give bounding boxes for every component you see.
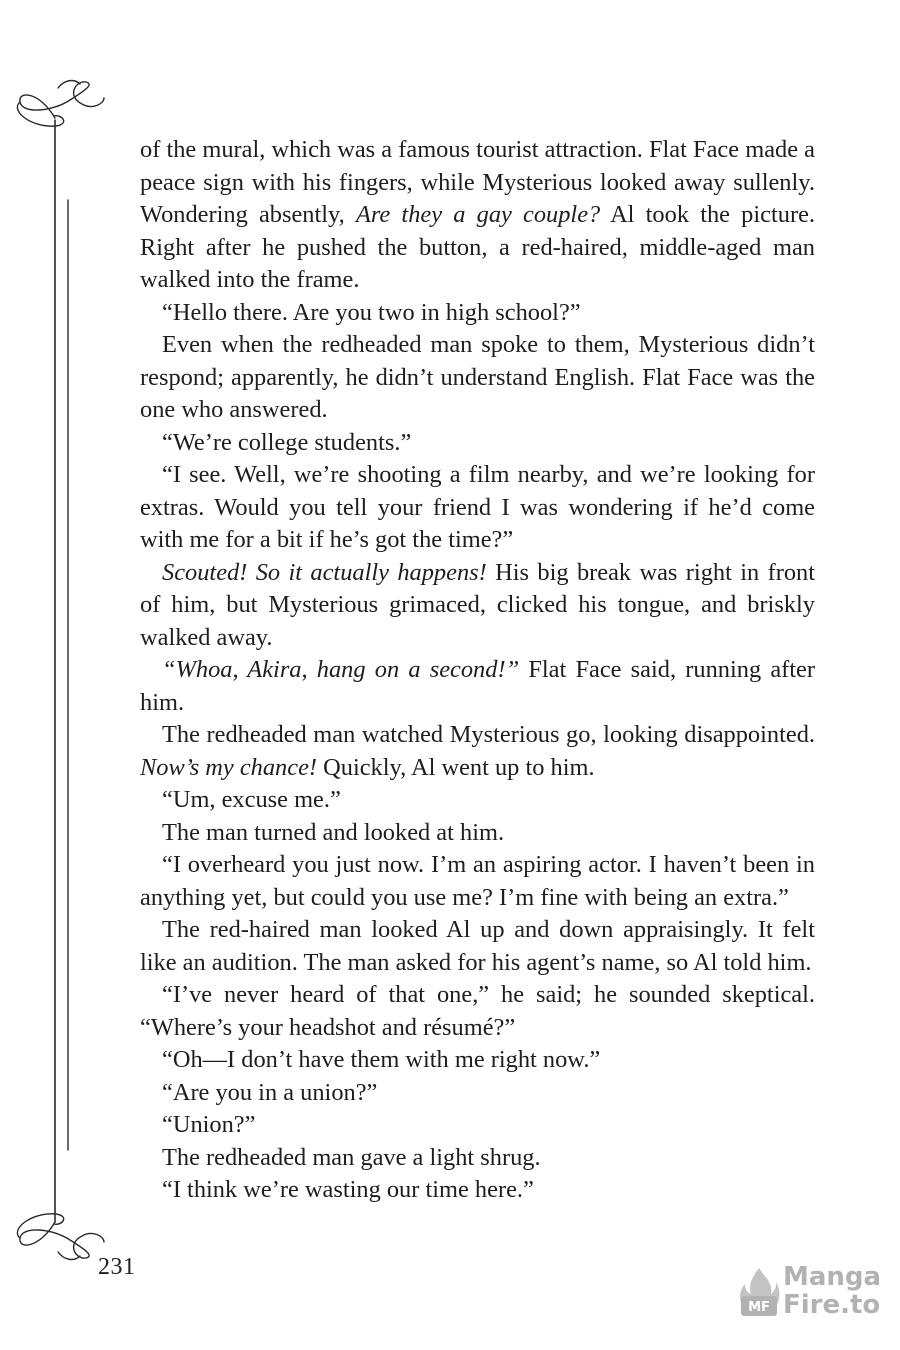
text-run: “Hello there. Are you two in high school?” <box>162 298 581 326</box>
paragraph <box>140 719 815 784</box>
paragraph <box>140 1174 815 1207</box>
text-run: “I’ve never heard of that one,” he said; he sounded skeptical. “Where’s your headshot and résumé?” <box>140 981 815 1041</box>
watermark-badge: MF <box>748 1300 770 1315</box>
paragraph <box>140 297 815 330</box>
paragraph <box>140 979 815 1044</box>
page-number: 231 <box>98 1254 136 1280</box>
paragraph <box>140 1109 815 1142</box>
text-run: “I see. Well, we’re shooting a film nearby, and we’re looking for extras. Would you tell your friend I was wondering if he’d come with me for a bit if he’s got the time?” <box>140 461 815 553</box>
paragraph <box>140 427 815 460</box>
flame-logo-icon <box>735 1266 783 1318</box>
watermark-text-line-1: Manga <box>783 1262 882 1292</box>
text-run: “Um, excuse me.” <box>162 786 341 813</box>
text-run: The redheaded man gave a light shrug. <box>162 1143 541 1171</box>
text-run: “Are you in a union?” <box>162 1078 378 1106</box>
text-run: The redheaded man watched Mysterious go, looking disappointed. <box>162 721 815 748</box>
text-run: The red-haired man looked Al up and down appraisingly. It felt like an audition. The man asked for his agent’s name, so Al told him. <box>140 916 815 976</box>
paragraph <box>140 1077 815 1110</box>
italic-text: Scouted! So it actually happens! <box>162 558 487 586</box>
text-run: “We’re college students.” <box>162 428 412 456</box>
paragraph <box>140 329 815 427</box>
italic-text: Now’s my chance! <box>140 753 318 781</box>
paragraph <box>140 557 815 655</box>
italic-text: Are they a gay couple? <box>355 201 601 228</box>
watermark-text-line-2: Fire.to <box>783 1290 881 1320</box>
text-run: “I think we’re wasting our time here.” <box>162 1176 534 1203</box>
text-run: of the mural, which was a famous tourist attraction. Flat Face made a peace sign with his fingers, while Mysterious looked away sullenly. Wondering absently, <box>140 136 815 228</box>
text-run: Flat Face said, running after him. <box>140 656 815 716</box>
paragraph <box>140 134 815 297</box>
decorative-border-ornament <box>0 0 140 1300</box>
paragraph <box>140 817 815 850</box>
text-run: “Oh—I don’t have them with me right now.” <box>162 1046 601 1073</box>
mangafire-watermark <box>735 1262 882 1322</box>
paragraph <box>140 914 815 979</box>
paragraph <box>140 849 815 914</box>
text-run: The man turned and looked at him. <box>162 818 505 846</box>
text-run: “I overheard you just now. I’m an aspiring actor. I haven’t been in anything yet, but could you use me? I’m fine with being an extra.” <box>140 851 815 911</box>
body-text <box>140 134 815 1207</box>
text-run: Quickly, Al went up to him. <box>317 753 595 781</box>
text-run: His big break was right in front of him, but Mysterious grimaced, clicked his tongue, and briskly walked away. <box>140 558 815 651</box>
text-run: Even when the redheaded man spoke to them, Mysterious didn’t respond; apparently, he didn’t understand English. Flat Face was the one who answered. <box>140 331 815 423</box>
paragraph <box>140 1044 815 1077</box>
paragraph <box>140 784 815 817</box>
paragraph <box>140 459 815 557</box>
paragraph <box>140 1142 815 1175</box>
text-run: Al took the picture. Right after he pushed the button, a red-haired, middle-aged man walked into the frame. <box>140 201 815 293</box>
text-run: “Union?” <box>162 1111 256 1138</box>
italic-text: “Whoa, Akira, hang on a second!” <box>162 656 520 683</box>
paragraph <box>140 654 815 719</box>
